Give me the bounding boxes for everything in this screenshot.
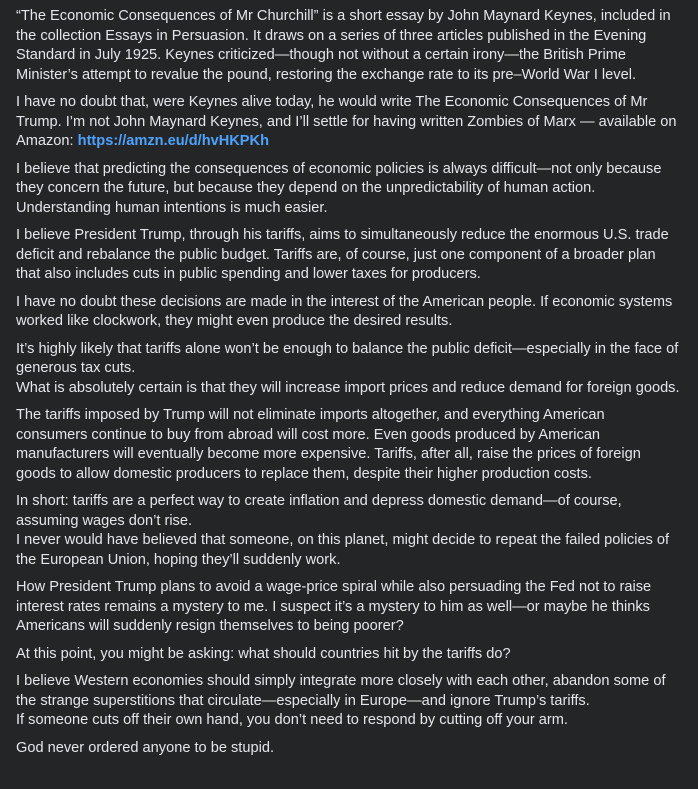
paragraph-deficit bbox=[16, 340, 680, 399]
paragraph-countries-question: At this point, you might be asking: what should countries hit by the tariffs do? bbox=[16, 645, 511, 662]
paragraph-inflation-line-2: I never would have believed that someone, on this planet, might decide to repeat the failed policies of the European Union, hoping they’ll suddenly work. bbox=[16, 532, 670, 568]
paragraph-amazon-text: I have no doubt that, were Keynes alive today, he would write The Economic Consequences of Mr Trump. I’m not John Maynard Keynes, and I’ll settle for having written Zombies of Marx — available on Amazon: bbox=[16, 94, 677, 149]
paragraph-amazon bbox=[16, 93, 680, 152]
paragraph-wage-price-spiral: How President Trump plans to avoid a wage-price spiral while also persuading the Fed not to raise interest rates remains a mystery to me. I suspect it’s a mystery to him as well—or maybe he thinks Americans will suddenly resign themselves to being poorer? bbox=[16, 579, 652, 634]
paragraph-inflation-line-1: In short: tariffs are a perfect way to create inflation and depress domestic demand—of course, assuming wages don’t rise. bbox=[16, 493, 622, 529]
paragraph-trump-tariffs-aim: I believe President Trump, through his tariffs, aims to simultaneously reduce the enormous U.S. trade deficit and rebalance the public budget. Tariffs are, of course, just one component of a broader plan that also includes cuts in public spending and lower taxes for producers. bbox=[16, 227, 669, 282]
paragraph-western-economies bbox=[16, 672, 680, 731]
paragraph-imports: The tariffs imposed by Trump will not eliminate imports altogether, and everything American consumers continue to buy from abroad will cost more. Even goods produced by American manufacturers will eventually become more expensive. Tariffs, after all, raise the prices of foreign goods to allow domestic producers to replace them, despite their higher production costs. bbox=[16, 407, 641, 482]
paragraph-predicting: I believe that predicting the consequences of economic policies is always difficult—not only because they concern the future, but because they depend on the unpredictability of human action. Understanding human intentions is much easier. bbox=[16, 160, 662, 216]
paragraph-western-line-2: If someone cuts off their own hand, you don’t need to respond by cutting off your arm. bbox=[16, 712, 568, 728]
paragraph-american-interest: I have no doubt these decisions are made in the interest of the American people. If economic systems worked like clockwork, they might even produce the desired results. bbox=[16, 293, 673, 329]
amazon-link[interactable]: https://amzn.eu/d/hvHKPKh bbox=[77, 133, 269, 149]
paragraph-deficit-line-2: What is absolutely certain is that they will increase import prices and reduce demand for foreign goods. bbox=[16, 379, 680, 396]
paragraph-western-line-1: I believe Western economies should simply integrate more closely with each other, abandon some of the strange superstitions that circulate—especially in Europe—and ignore Trump’s tariffs. bbox=[16, 673, 666, 709]
paragraph-inflation bbox=[16, 492, 680, 570]
paragraph-deficit-line-1: It’s highly likely that tariffs alone won’t be enough to balance the public deficit—especially in the face of generous tax cuts. bbox=[16, 340, 679, 376]
paragraph-keynes-essay: “The Economic Consequences of Mr Churchill” is a short essay by John Maynard Keynes, included in the collection Essays in Persuasion. It draws on a series of three articles published in the Evening Standard in July 1925. Keynes criticized—though not without a certain irony—the British Prime Minister’s attempt to revalue the pound, restoring the exchange rate to its pre–World War I level. bbox=[16, 8, 671, 83]
paragraph-closing: God never ordered anyone to be stupid. bbox=[16, 739, 274, 756]
